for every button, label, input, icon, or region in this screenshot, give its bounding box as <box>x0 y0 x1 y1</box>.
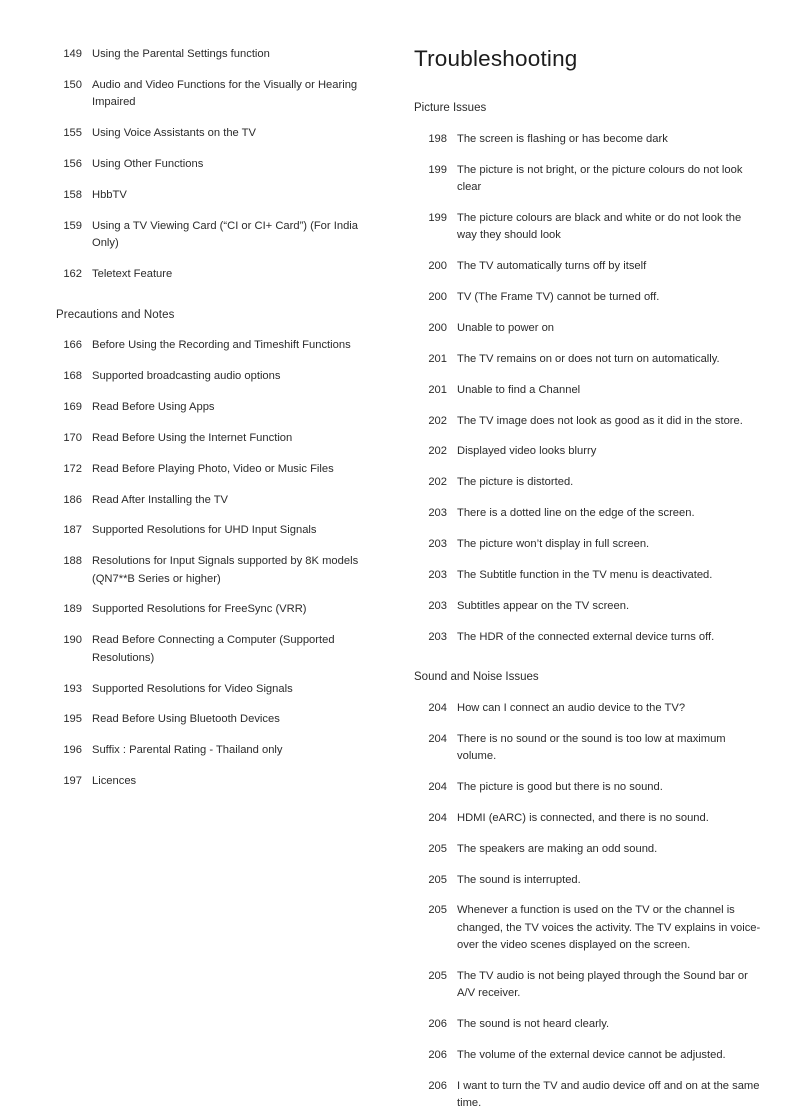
toc-entry[interactable] <box>40 553 395 588</box>
toc-entry-title: Using Voice Assistants on the TV <box>92 127 256 140</box>
toc-entry-page: 201 <box>428 383 447 396</box>
toc-entry[interactable] <box>40 522 395 539</box>
toc-entry[interactable] <box>413 700 768 717</box>
toc-entry-page: 188 <box>63 555 82 568</box>
toc-list-continued <box>40 46 395 283</box>
toc-entry-title: Suffix : Parental Rating - Thailand only <box>92 744 283 757</box>
toc-entry-title: I want to turn the TV and audio device off and on at the same time. <box>457 1080 760 1110</box>
toc-entry-title: Before Using the Recording and Timeshift Functions <box>92 339 351 352</box>
toc-entry-title: The picture won’t display in full screen. <box>457 538 650 551</box>
toc-entry[interactable] <box>413 1047 768 1064</box>
toc-entry[interactable] <box>40 187 395 204</box>
toc-entry-page: 150 <box>63 78 82 91</box>
toc-entry-page: 198 <box>428 133 447 145</box>
toc-entry-page: 159 <box>63 219 82 232</box>
toc-list <box>413 700 768 1113</box>
toc-entry-page: 203 <box>428 507 447 520</box>
toc-entry-page: 205 <box>428 904 447 917</box>
toc-entry-page: 199 <box>428 212 447 225</box>
toc-entry[interactable] <box>40 337 395 354</box>
toc-entry-page: 200 <box>428 260 447 273</box>
toc-entry-title: HbbTV <box>92 188 127 201</box>
toc-entry[interactable] <box>413 1016 768 1033</box>
toc-entry-title: The TV remains on or does not turn on automatically. <box>457 352 720 365</box>
toc-entry-page: 204 <box>428 811 447 824</box>
toc-entry[interactable] <box>40 632 395 667</box>
toc-entry[interactable] <box>40 711 395 728</box>
toc-entry[interactable] <box>413 598 768 615</box>
toc-entry-page: 172 <box>63 462 82 475</box>
toc-entry-page: 205 <box>428 970 447 983</box>
toc-entry-title: Read After Installing the TV <box>92 493 228 506</box>
right-sections <box>413 102 768 1113</box>
toc-entry-title: Using Other Functions <box>92 157 204 170</box>
toc-entry-title: The volume of the external device cannot be adjusted. <box>457 1049 726 1062</box>
toc-entry[interactable] <box>413 131 768 148</box>
toc-entry-page: 197 <box>63 775 82 788</box>
toc-entry-page: 158 <box>63 188 82 201</box>
toc-entry-title: The TV automatically turns off by itself <box>457 260 647 273</box>
toc-entry[interactable] <box>413 413 768 430</box>
toc-entry-page: 206 <box>428 1049 447 1062</box>
toc-entry-title: The picture is good but there is no sound. <box>457 781 663 794</box>
toc-entry-page: 156 <box>63 157 82 170</box>
toc-entry[interactable] <box>40 77 395 112</box>
toc-entry[interactable] <box>40 368 395 385</box>
toc-entry-title: How can I connect an audio device to the TV? <box>457 701 686 714</box>
toc-entry-title: The sound is interrupted. <box>457 873 581 886</box>
toc-entry[interactable] <box>40 156 395 173</box>
toc-entry-page: 205 <box>428 873 447 886</box>
toc-entry-title: Read Before Using the Internet Function <box>92 431 293 444</box>
toc-entry-page: 204 <box>428 701 447 714</box>
toc-entry[interactable] <box>40 461 395 478</box>
toc-entry-title: Subtitles appear on the TV screen. <box>457 599 630 612</box>
toc-entry-page: 203 <box>428 630 447 643</box>
toc-entry-title: The picture is not bright, or the picture colours do not look clear <box>457 163 743 194</box>
toc-entry-page: 149 <box>63 48 82 60</box>
toc-entry-title: Read Before Playing Photo, Video or Music Files <box>92 462 334 475</box>
toc-entry-page: 203 <box>428 568 447 581</box>
toc-entry-page: 202 <box>428 414 447 427</box>
toc-list-precautions <box>40 337 395 790</box>
toc-entry-page: 206 <box>428 1080 447 1092</box>
toc-entry[interactable] <box>413 210 768 245</box>
toc-entry-page: 155 <box>63 127 82 140</box>
toc-entry-page: 166 <box>63 339 82 352</box>
toc-entry[interactable] <box>413 351 768 368</box>
toc-entry-title: The picture colours are black and white or do not look the way they should look <box>457 212 742 242</box>
toc-entry[interactable] <box>40 266 395 283</box>
toc-entry[interactable] <box>40 46 395 63</box>
toc-entry-page: 170 <box>63 431 82 444</box>
toc-entry[interactable] <box>413 841 768 858</box>
toc-entry-title: Read Before Connecting a Computer (Supported Resolutions) <box>92 634 335 664</box>
toc-entry-page: 193 <box>63 682 82 695</box>
toc-entry[interactable] <box>413 779 768 796</box>
toc-entry[interactable] <box>40 773 395 790</box>
toc-entry-page: 202 <box>428 445 447 458</box>
toc-entry[interactable] <box>413 902 768 954</box>
toc-entry-title: The speakers are making an odd sound. <box>457 842 658 855</box>
toc-entry-title: Supported Resolutions for UHD Input Signals <box>92 524 317 537</box>
toc-entry[interactable] <box>40 218 395 253</box>
left-column <box>40 46 395 1119</box>
toc-entry-title: The screen is flashing or has become dark <box>457 133 668 145</box>
toc-entry-title: Licences <box>92 775 137 788</box>
toc-entry-page: 204 <box>428 732 447 745</box>
toc-entry[interactable] <box>413 567 768 584</box>
toc-entry-page: 206 <box>428 1018 447 1031</box>
toc-entry-title: HDMI (eARC) is connected, and there is no sound. <box>457 811 709 824</box>
toc-entry-title: Resolutions for Input Signals supported by 8K models (QN7**B Series or higher) <box>92 555 359 585</box>
toc-entry[interactable] <box>40 399 395 416</box>
section-heading: Picture Issues <box>414 102 487 114</box>
toc-entry-title: Displayed video looks blurry <box>457 445 597 458</box>
toc-entry-title: Supported broadcasting audio options <box>92 370 281 383</box>
toc-entry[interactable] <box>413 872 768 889</box>
toc-entry[interactable] <box>40 681 395 698</box>
toc-entry-title: The TV audio is not being played through the Sound bar or A/V receiver. <box>457 970 748 1000</box>
toc-entry[interactable] <box>413 382 768 399</box>
toc-entry-title: The Subtitle function in the TV menu is deactivated. <box>457 568 713 581</box>
toc-entry[interactable] <box>413 505 768 522</box>
toc-entry-title: Supported Resolutions for Video Signals <box>92 682 293 695</box>
chapter-title: Troubleshooting <box>414 46 578 71</box>
toc-entry-title: Teletext Feature <box>92 267 173 280</box>
toc-entry-page: 200 <box>428 322 447 335</box>
toc-entry-title: There is a dotted line on the edge of the screen. <box>457 507 695 520</box>
toc-entry-title: The TV image does not look as good as it did in the store. <box>457 414 743 427</box>
toc-entry-title: The HDR of the connected external device turns off. <box>457 630 715 643</box>
toc-entry-title: TV (The Frame TV) cannot be turned off. <box>457 291 660 304</box>
toc-entry[interactable] <box>413 629 768 646</box>
toc-entry-title: There is no sound or the sound is too low at maximum volume. <box>457 732 726 763</box>
toc-entry-page: 189 <box>63 603 82 616</box>
toc-entry-page: 187 <box>63 524 82 537</box>
toc-entry[interactable] <box>413 289 768 306</box>
toc-entry-title: Using a TV Viewing Card (“CI or CI+ Card”) (For India Only) <box>92 219 358 250</box>
toc-entry-title: Supported Resolutions for FreeSync (VRR) <box>92 603 307 616</box>
toc-entry[interactable] <box>413 731 768 766</box>
toc-list <box>413 131 768 646</box>
toc-entry-page: 195 <box>63 713 82 726</box>
toc-entry-page: 203 <box>428 599 447 612</box>
toc-entry[interactable] <box>413 258 768 275</box>
toc-entry-page: 203 <box>428 538 447 551</box>
toc-entry-page: 201 <box>428 352 447 365</box>
toc-entry[interactable] <box>413 810 768 827</box>
toc-entry-title: Unable to find a Channel <box>457 383 581 396</box>
toc-entry-title: The sound is not heard clearly. <box>457 1018 610 1031</box>
section-heading: Sound and Noise Issues <box>414 670 539 683</box>
right-column <box>413 46 768 1119</box>
toc-entry-title: The picture is distorted. <box>457 476 574 489</box>
toc-entry-page: 199 <box>428 163 447 176</box>
toc-entry[interactable] <box>413 1078 768 1113</box>
toc-entry-page: 196 <box>63 744 82 757</box>
toc-entry[interactable] <box>40 601 395 618</box>
toc-entry[interactable] <box>413 162 768 197</box>
toc-entry[interactable] <box>40 742 395 759</box>
toc-entry-title: Audio and Video Functions for the Visually or Hearing Impaired <box>92 78 358 109</box>
toc-entry-title: Read Before Using Bluetooth Devices <box>92 713 280 726</box>
toc-entry-page: 190 <box>63 634 82 647</box>
toc-entry-page: 162 <box>63 267 82 280</box>
section-heading-precautions: Precautions and Notes <box>56 309 175 322</box>
toc-entry[interactable] <box>413 320 768 337</box>
toc-entry[interactable] <box>40 430 395 447</box>
toc-entry-title: Unable to power on <box>457 322 555 335</box>
toc-entry[interactable] <box>413 443 768 460</box>
toc-entry-title: Read Before Using Apps <box>92 400 215 413</box>
toc-entry[interactable] <box>40 492 395 509</box>
toc-entry-page: 205 <box>428 842 447 855</box>
toc-entry[interactable] <box>413 474 768 491</box>
toc-entry[interactable] <box>413 536 768 553</box>
toc-entry-page: 204 <box>428 781 447 794</box>
toc-entry-page: 169 <box>63 400 82 413</box>
toc-entry-title: Whenever a function is used on the TV or the channel is changed, the TV voices the activity. The TV explains in voice-over the video scenes displayed on the screen. <box>457 904 761 952</box>
toc-entry-page: 200 <box>428 291 447 304</box>
toc-entry[interactable] <box>40 125 395 142</box>
toc-entry-page: 202 <box>428 476 447 489</box>
toc-entry-page: 168 <box>63 370 82 383</box>
toc-entry[interactable] <box>413 968 768 1003</box>
toc-entry-title: Using the Parental Settings function <box>92 48 270 60</box>
toc-entry-page: 186 <box>63 493 82 506</box>
